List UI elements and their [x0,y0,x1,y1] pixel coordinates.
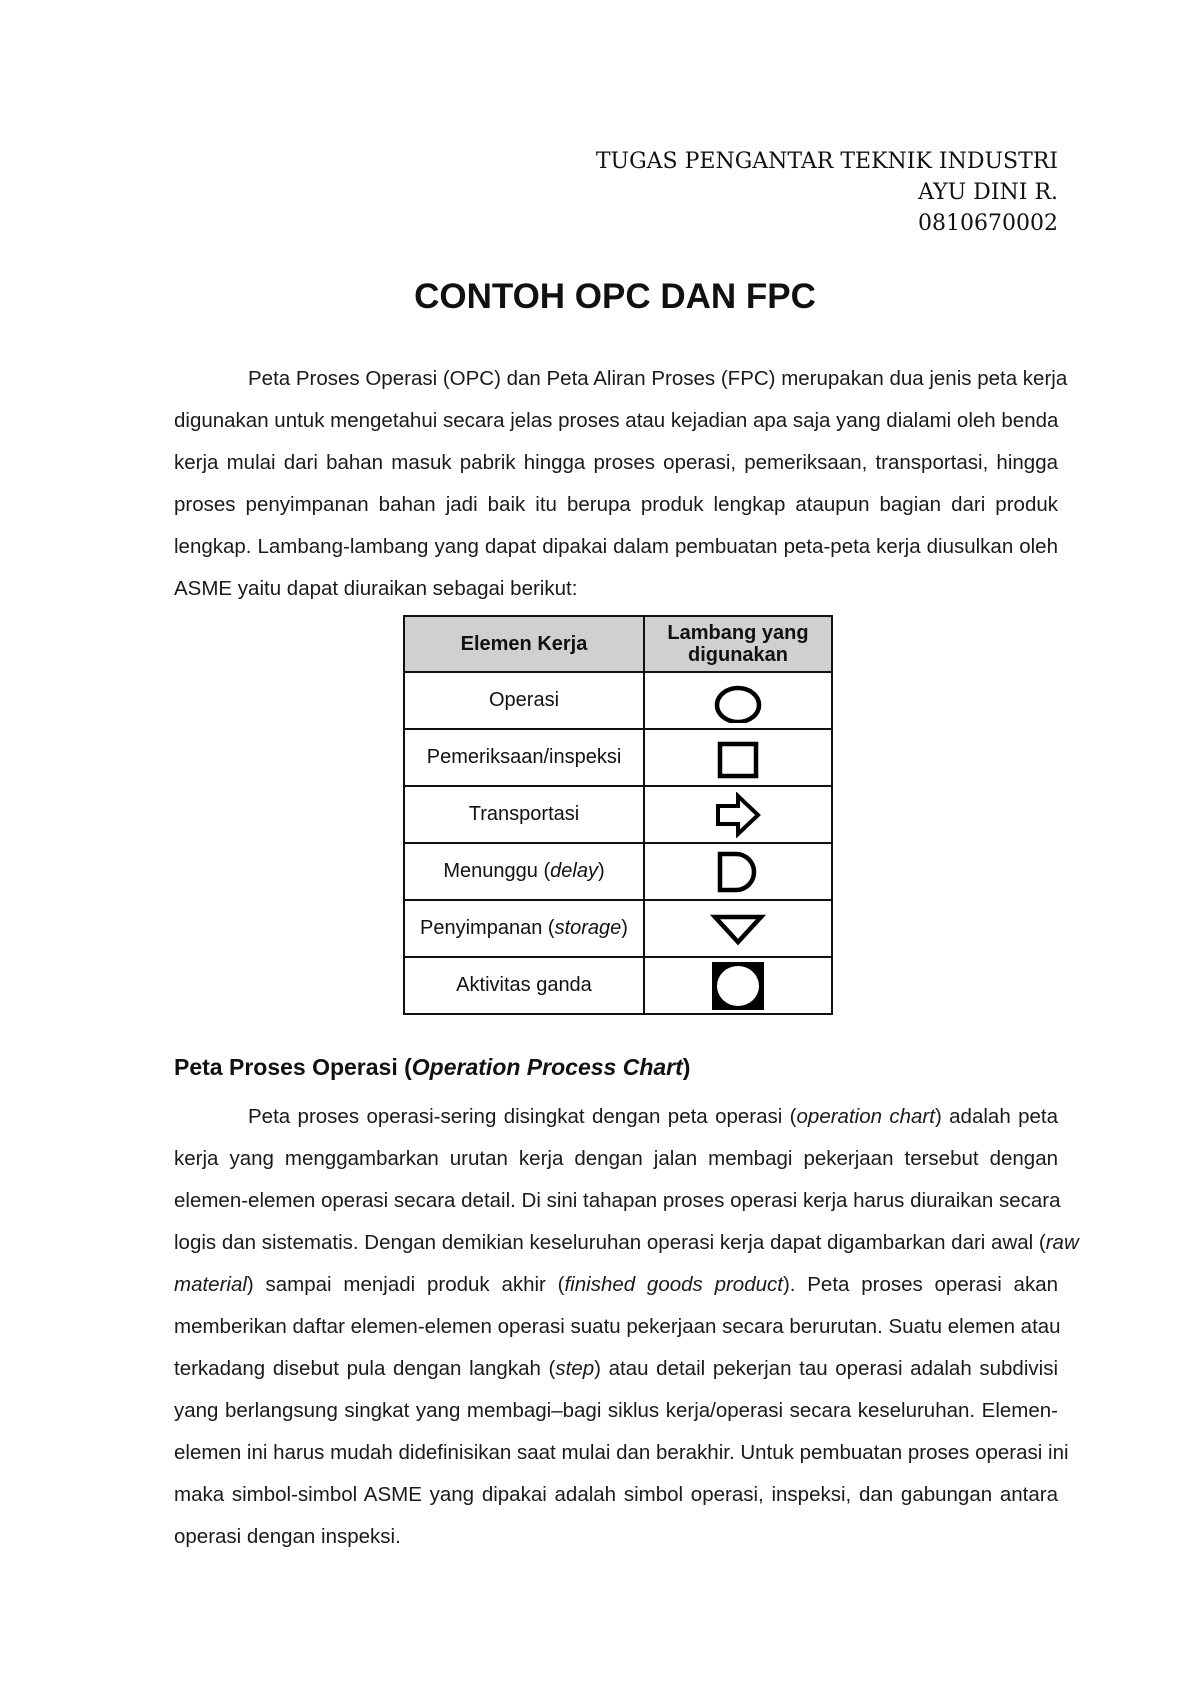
student-id: 0810670002 [918,211,1058,236]
paragraph-line: terkadang disebut pula dengan langkah (step) atau detail pekerjan tau operasi adalah subdivisi [174,1357,1059,1380]
element-name: Transportasi [404,786,644,843]
document-header [596,146,1058,239]
symbol-cell [644,957,832,1014]
table-header-row [404,616,832,672]
paragraph-line: lengkap. Lambang-lambang yang dapat dipakai dalam pembuatan peta-peta kerja diusulkan oleh [174,535,1058,558]
paragraph-line: Peta proses operasi-sering disingkat dengan peta operasi (operation chart) adalah peta [248,1105,1058,1128]
paragraph-line: maka simbol-simbol ASME yang dipakai adalah simbol operasi, inspeksi, dan gabungan antara [174,1483,1058,1506]
symbol-cell [644,786,832,843]
paragraph-line: elemen-elemen operasi secara detail. Di sini tahapan proses operasi kerja harus diuraikan secara [174,1189,1061,1212]
column-header-symbol: Lambang yang digunakan [644,616,832,672]
symbol-cell [644,843,832,900]
table-row [404,957,832,1014]
author-name: AYU DINI R. [918,180,1058,205]
element-name: Aktivitas ganda [404,957,644,1014]
paragraph-line: memberikan daftar elemen-elemen operasi suatu pekerjaan secara berurutan. Suatu elemen atau [174,1315,1061,1338]
table-row [404,729,832,786]
square-icon [712,736,764,780]
paragraph-line: kerja yang menggambarkan urutan kerja dengan jalan membagi pekerjaan tersebut dengan [174,1147,1058,1170]
symbol-cell [644,900,832,957]
paragraph-line: proses penyimpanan bahan jadi baik itu berupa produk lengkap ataupun bagian dari produk [174,493,1058,516]
paragraph-line: kerja mulai dari bahan masuk pabrik hingga proses operasi, pemeriksaan, transportasi, hingga [174,451,1058,474]
table-row [404,900,832,957]
paragraph-line: yang berlangsung singkat yang membagi–bagi siklus kerja/operasi secara keseluruhan. Elemen- [174,1399,1058,1422]
asme-symbol-table [403,615,833,1015]
intro-paragraph [174,358,1068,610]
course-title: TUGAS PENGANTAR TEKNIK INDUSTRI [595,149,1058,174]
table-row [404,672,832,729]
triangle-down-icon [710,911,766,947]
paragraph-line: Peta Proses Operasi (OPC) dan Peta Aliran Proses (FPC) merupakan dua jenis peta kerja [248,367,1068,390]
paragraph-line: logis dan sistematis. Dengan demikian keseluruhan operasi kerja dapat digambarkan dari awal (raw [174,1231,1079,1254]
table-row [404,843,832,900]
paragraph-line: elemen ini harus mudah didefinisikan saat mulai dan berakhir. Untuk pembuatan proses operasi ini [174,1441,1069,1464]
element-name: Menunggu (delay) [404,843,644,900]
circle-icon [712,679,764,723]
element-name: Operasi [404,672,644,729]
section-heading: Peta Proses Operasi (Operation Process Chart) [174,1054,691,1080]
paragraph-line: operasi dengan inspeksi. [174,1525,401,1548]
d-shape-icon [712,850,764,894]
symbol-cell [644,729,832,786]
symbol-cell [644,672,832,729]
paragraph-line: ASME yaitu dapat diuraikan sebagai berikut: [174,577,578,600]
page-title: CONTOH OPC DAN FPC [414,277,816,316]
paragraph-line: material) sampai menjadi produk akhir (finished goods product). Peta proses operasi akan [174,1273,1059,1296]
paragraph-line: digunakan untuk mengetahui secara jelas proses atau kejadian apa saja yang dialami oleh benda [174,409,1059,432]
opc-paragraph [174,1096,1079,1558]
element-name: Penyimpanan (storage) [404,900,644,957]
arrow-right-icon [712,792,764,838]
element-name: Pemeriksaan/inspeksi [404,729,644,786]
circle-in-square-icon [710,960,766,1012]
column-header-element: Elemen Kerja [404,616,644,672]
table-row [404,786,832,843]
